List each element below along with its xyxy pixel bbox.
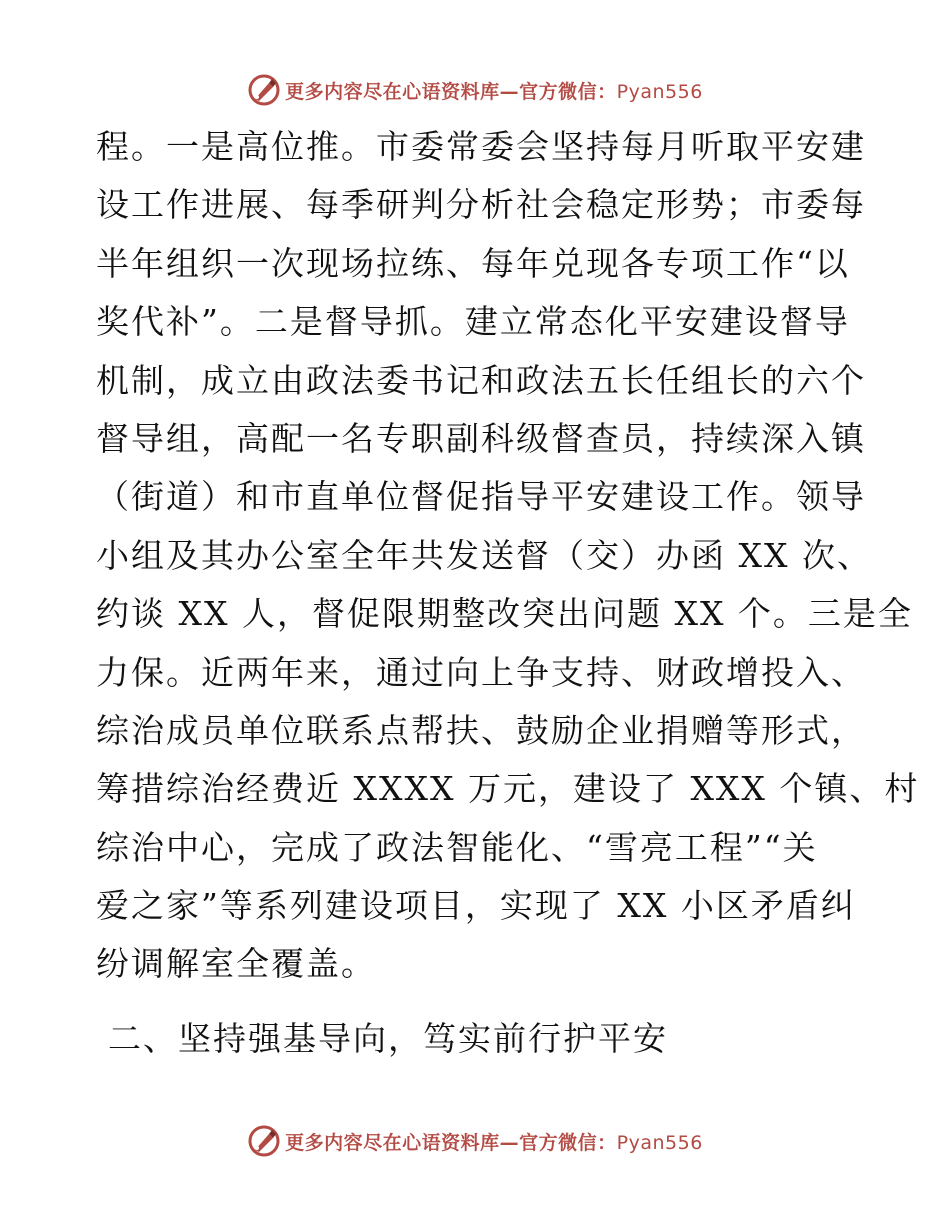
paragraph-line: 综治成员单位联系点帮扶、鼓励企业捐赠等形式， [96,710,866,750]
watermark-text-latin: Pyan556 [616,80,703,103]
watermark-text-latin: Pyan556 [616,1131,703,1154]
watermark-text-cn: 更多内容尽在心语资料库—官方微信： [285,1131,617,1154]
watermark-footer [0,1121,950,1161]
paragraph-line: 奖代补”。二是督导抓。建立常态化平安建设督导 [96,302,850,342]
watermark-text [285,1128,703,1155]
watermark-header [0,70,950,110]
watermark-text-cn: 更多内容尽在心语资料库—官方微信： [285,80,617,103]
paragraph-line: （街道）和市直单位督促指导平安建设工作。领导 [96,477,866,517]
paragraph-line: 小组及其办公室全年共发送督（交）办函 XX 次、 [96,535,872,575]
paragraph-line: 爱之家”等系列建设项目，实现了 XX 小区矛盾纠 [96,886,856,926]
pen-logo-icon [247,1124,281,1158]
pen-logo-icon [247,73,281,107]
paragraph-line: 程。一是高位推。市委常委会坚持每月听取平安建 [96,127,866,166]
watermark-text [285,77,703,104]
paragraph-line: 筹措综治经费近 XXXX 万元，建设了 XXX 个镇、村 [96,769,920,809]
paragraph-line: 纷调解室全覆盖。 [96,944,376,984]
paragraph-line: 约谈 XX 人，督促限期整改突出问题 XX 个。三是全 [96,594,913,634]
paragraph-line: 督导组，高配一名专职副科级督查员，持续深入镇 [96,418,866,458]
paragraph-line: 综治中心，完成了政法智能化、“雪亮工程”“关 [96,827,818,867]
paragraph-line: 机制，成立由政法委书记和政法五长任组长的六个 [96,360,866,400]
body-paragraph [96,118,920,994]
paragraph-line: 半年组织一次现场拉练、每年兑现各专项工作“以 [96,243,850,283]
section-heading: 二、坚持强基导向，笃实前行护平安 [108,1019,668,1058]
paragraph-line: 设工作进展、每季研判分析社会稳定形势；市委每 [96,185,866,225]
paragraph-line: 力保。近两年来，通过向上争支持、财政增投入、 [96,652,866,692]
